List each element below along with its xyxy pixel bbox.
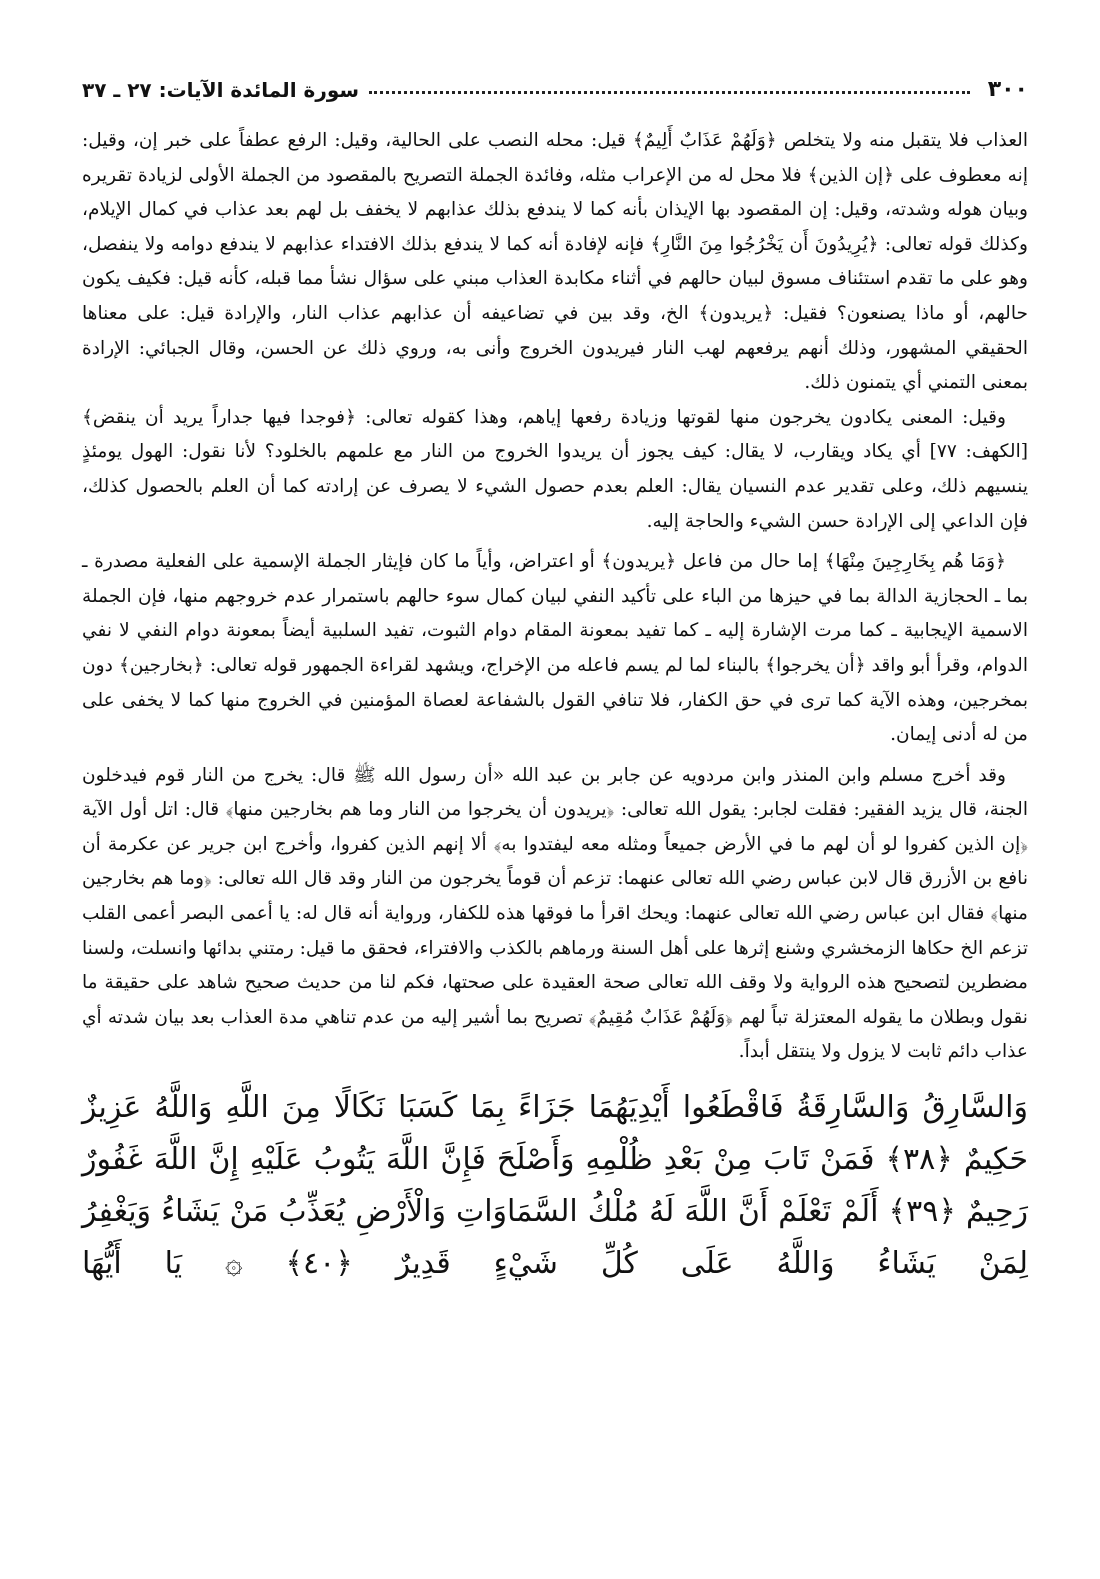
quran-verses-block: وَالسَّارِقُ وَالسَّارِقَةُ فَاقْطَعُوا أَيْدِيَهُمَا جَزَاءً بِمَا كَسَبَا نَكَالًا مِنَ اللَّهِ وَاللَّهُ عَزِيزٌ حَكِيمٌ ﴿٣٨﴾ فَمَنْ تَابَ مِنْ بَعْدِ ظُلْمِهِ وَأَصْلَحَ فَإِنَّ اللَّهَ يَتُوبُ عَلَيْهِ إِنَّ اللَّهَ غَفُورٌ رَحِيمٌ ﴿٣٩﴾ أَلَمْ تَعْلَمْ أَنَّ اللَّهَ لَهُ مُلْكُ السَّمَاوَاتِ وَالْأَرْضِ يُعَذِّبُ مَنْ يَشَاءُ وَيَغْفِرُ لِمَنْ يَشَاءُ وَاللَّهُ عَلَى كُلِّ شَيْءٍ قَدِيرٌ ﴿٤٠﴾ ۞ يَا أَيُّهَا	[82, 1090, 1028, 1282]
page	[82, 60, 1028, 1560]
running-header	[82, 60, 1028, 102]
page-number: ٣٠٠	[987, 77, 1028, 102]
commentary-paragraph-4: وقد أخرج مسلم وابن المنذر وابن مردويه عن جابر بن عبد الله «أن رسول الله ﷺ قال: يخرج من النار قوم فيدخلون الجنة، قال يزيد الفقير: فقلت لجابر: يقول الله تعالى: ﴿يريدون أن يخرجوا من النار وما هم بخارجين منها﴾ قال: اتل أول الآية ﴿إن الذين كفروا لو أن لهم ما في الأرض جميعاً ومثله معه ليفتدوا به﴾ ألا إنهم الذين كفروا، وأخرج ابن جرير عن عكرمة أن نافع بن الأزرق قال لابن عباس رضي الله تعالى عنهما: تزعم أن قوماً يخرجون من النار وقد قال الله تعالى: ﴿وما هم بخارجين منها﴾ فقال ابن عباس رضي الله تعالى عنهما: ويحك اقرأ ما فوقها هذه للكفار، ورواية أنه قال له: يا أعمى البصر أعمى القلب تزعم الخ حكاها الزمخشري وشنع إثرها على أهل السنة ورماهم بالكذب والافتراء، فحقق ما قيل: رمتني بدائها وانسلت، ولسنا مضطرين لتصحيح هذه الرواية ولا وقف الله تعالى صحة العقيدة على صحتها، فكم لنا من حديث صحيح شاهد على حقيقة ما نقول وبطلان ما يقوله المعتزلة تباً لهم ﴿وَلَهُمْ عَذَابٌ مُقِيمٌ﴾ تصريح بما أشير إليه من عدم تناهي مدة العذاب بعد بيان شدته أي عذاب دائم ثابت لا يزول ولا ينتقل أبداً.	[82, 764, 1028, 1063]
commentary-paragraph-1: العذاب فلا يتقبل منه ولا يتخلص ﴿وَلَهُمْ عَذَابٌ أَلِيمٌ﴾ قيل: محله النصب على الحالية، وقيل: الرفع عطفاً على خبر إن، وقيل: إنه معطوف على ﴿إن الذين﴾ فلا محل له من الإعراب مثله، وفائدة الجملة التصريح بالمقصود من الجملة الأولى لزيادة تقريره وبيان هوله وشدته، وقيل: إن المقصود بها الإيذان بأنه كما لا يندفع بذلك عذابهم لا يخفف بل لهم بعد عذاب في كمال الإيلام، وكذلك قوله تعالى: ﴿يُرِيدُونَ أَن يَخْرُجُوا مِنَ النَّارِ﴾ فإنه لإفادة أنه كما لا يندفع بذلك الافتداء عذابهم لا يندفع دوامه ولا ينفصل، وهو على ما تقدم استئناف مسوق لبيان حالهم في أثناء مكابدة العذاب مبني على سؤال نشأ مما قبله، كأنه قيل: فكيف يكون حالهم، أو ماذا يصنعون؟ فقيل: ﴿يريدون﴾ الخ، وقد بين في تضاعيفه أن عذابهم عذاب النار، والإرادة قيل: على معناها الحقيقي المشهور، وذلك أنهم يرفعهم لهب النار فيريدون الخروج وأنى به، وروي ذلك عن الحسن، وقال الجبائي: الإرادة بمعنى التمني أي يتمنون ذلك.	[82, 130, 1028, 394]
commentary-paragraph-2: وقيل: المعنى يكادون يخرجون منها لقوتها وزيادة رفعها إياهم، وهذا كقوله تعالى: ﴿فوجدا فيها جداراً يريد أن ينقض﴾ [الكهف: ٧٧] أي يكاد ويقارب، لا يقال: كيف يجوز أن يريدوا الخروج من النار مع علمهم بالخلود؟ لأنا نقول: الهول يومئذٍ ينسيهم ذلك، وعلى تقدير عدم النسيان يقال: العلم بعدم حصول الشيء لا يصرف عن إرادته كما أن العلم بالحصول كذلك، فإن الداعي إلى الإرادة حسن الشيء والحاجة إليه.	[82, 406, 1028, 532]
header-dotted-leader	[369, 91, 970, 94]
commentary-paragraph-3: ﴿وَمَا هُم بِخَارِجِينَ مِنْهَا﴾ إما حال من فاعل ﴿يريدون﴾ أو اعتراض، وأياً ما كان فإيثار الجملة الإسمية على الفعلية مصدرة ـ بما ـ الحجازية الدالة بما في حيزها من الباء على تأكيد النفي لبيان كمال سوء حالهم باستمرار عدم خروجهم منها، فإن الجملة الاسمية الإيجابية ـ كما مرت الإشارة إليه ـ كما تفيد بمعونة المقام دوام الثبوت، تفيد السلبية أيضاً بمعونة دوام النفي لا نفي الدوام، وقرأ أبو واقد ﴿أن يخرجوا﴾ بالبناء لما لم يسم فاعله من الإخراج، ويشهد لقراءة الجمهور قوله تعالى: ﴿بخارجين﴾ دون بمخرجين، وهذه الآية كما ترى في حق الكفار، فلا تنافي القول بالشفاعة لعصاة المؤمنين في الخروج منها كما لا يخفى على من له أدنى إيمان.	[82, 551, 1028, 746]
header-title: سورة المائدة الآيات: ٢٧ ـ ٣٧	[82, 78, 360, 102]
